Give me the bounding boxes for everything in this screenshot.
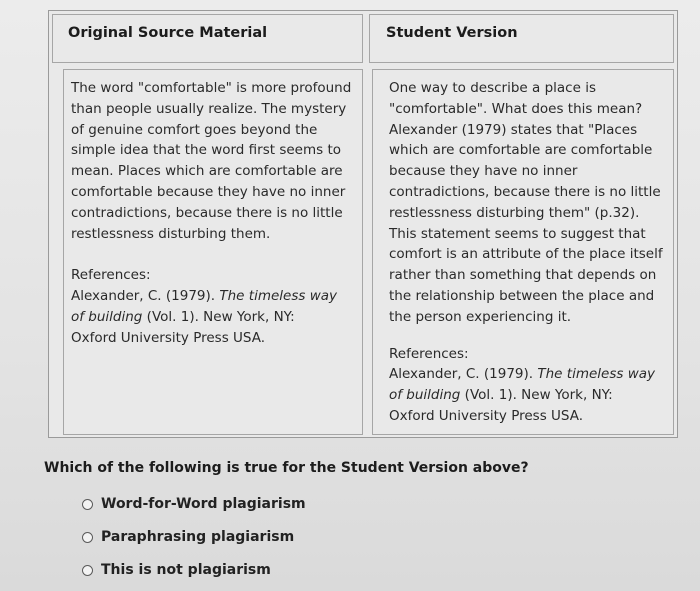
header-original-source: Original Source Material (52, 14, 363, 63)
reference-title-1: The timeless way (537, 366, 655, 383)
reference-rest-1: (Vol. 1). New York, NY: (142, 308, 295, 325)
option-label: Paraphrasing plagiarism (101, 529, 295, 545)
student-version-text: One way to describe a place is "comfortable". What does this mean? Alexander (1979) states that "Places which are comfortable are comfortable because they have no inner contradictions, because there is no little restlessness disturbing them" (p.32). This statement seems to suggest that comfort is an attribute of the place itself rather than something that depends on the relationship between the place and the person experiencing it. (389, 80, 663, 325)
reference-line-1 (71, 286, 354, 307)
reference-line-2 (389, 385, 667, 406)
reference-title-2: of building (71, 308, 143, 325)
radio-circle-icon[interactable] (82, 499, 93, 510)
reference-publisher: Oxford University Press USA. (389, 407, 584, 424)
reference-line-1 (389, 364, 667, 385)
radio-circle-icon[interactable] (82, 532, 93, 543)
header-student-version: Student Version (369, 14, 674, 63)
question-text: Which of the following is true for the Student Version above? (44, 460, 529, 476)
comparison-table (48, 10, 678, 438)
radio-circle-icon[interactable] (82, 565, 93, 576)
option-paraphrasing[interactable] (82, 529, 294, 545)
reference-publisher: Oxford University Press USA. (71, 329, 266, 346)
reference-line-2 (71, 307, 354, 328)
references-label: References: (389, 345, 469, 362)
option-label: This is not plagiarism (101, 562, 271, 578)
student-version-cell (372, 69, 674, 435)
reference-title-1: The timeless way (219, 288, 337, 305)
reference-rest-1: (Vol. 1). New York, NY: (460, 387, 613, 404)
option-word-for-word[interactable] (82, 496, 306, 512)
original-source-text: The word "comfortable" is more profound than people usually realize. The mystery of genuine comfort goes beyond the simple idea that the word first seems to mean. Places which are comfortable are comfortable because they have no inner contradictions, because there is no little restlessness disturbing them. (71, 80, 352, 242)
original-references (71, 265, 354, 348)
student-references (389, 344, 667, 427)
option-not-plagiarism[interactable] (82, 562, 271, 578)
reference-title-2: of building (389, 387, 461, 404)
original-source-cell (63, 69, 363, 435)
reference-author: Alexander, C. (1979). (389, 366, 538, 383)
option-label: Word-for-Word plagiarism (101, 496, 306, 512)
reference-author: Alexander, C. (1979). (71, 288, 220, 305)
references-label: References: (71, 267, 151, 284)
